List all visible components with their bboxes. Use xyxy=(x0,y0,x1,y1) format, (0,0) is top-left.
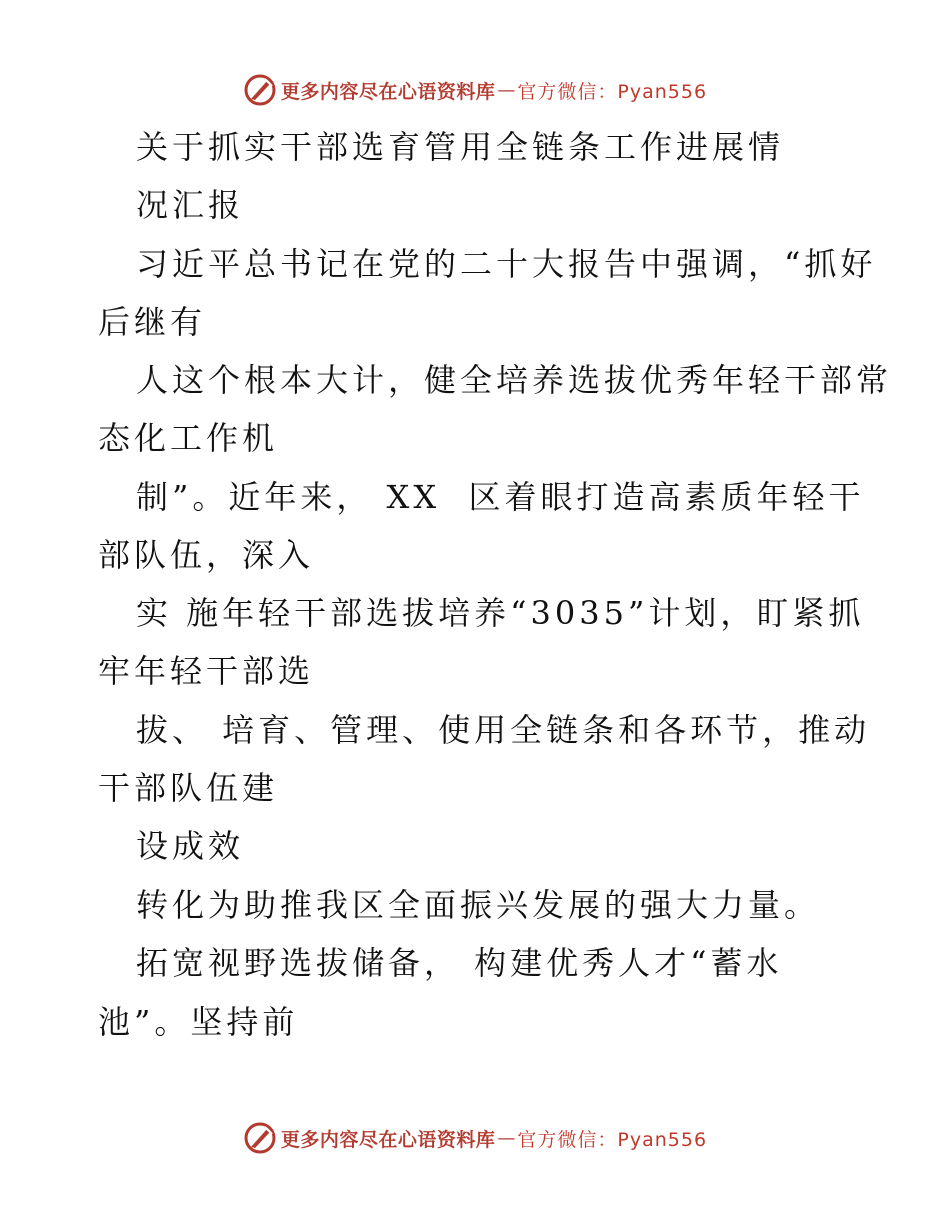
header-separator: — xyxy=(497,79,516,101)
doc-line: 习近平总书记在党的二十大报告中强调，“抓好 xyxy=(136,245,877,283)
doc-line: 实 施年轻干部选拔培养“3035”计划，盯紧抓 xyxy=(136,594,865,632)
doc-title-line-1: 关于抓实干部选育管用全链条工作进展情 xyxy=(136,128,785,166)
footer-separator: — xyxy=(497,1127,516,1149)
footer-watermark-banner xyxy=(0,1118,950,1158)
doc-line: 干部队伍建 xyxy=(98,769,279,807)
doc-title-line-2: 况汇报 xyxy=(136,186,245,224)
header-brand-text: 更多内容尽在心语资料库 xyxy=(280,80,496,103)
doc-line: 后继有 xyxy=(98,303,207,341)
doc-line: 态化工作机 xyxy=(98,419,279,457)
doc-line: 拔、 培育、管理、使用全链条和各环节，推动 xyxy=(136,711,871,749)
header-contact-text: 官方微信：Pyan556 xyxy=(517,80,708,103)
doc-line: 转化为助推我区全面振兴发展的强大力量。 xyxy=(136,886,821,924)
doc-line: 池”。坚持前 xyxy=(98,1003,299,1041)
doc-line: 部队伍，深入 xyxy=(98,536,315,574)
doc-line: 人这个根本大计，健全培养选拔优秀年轻干部常 xyxy=(136,361,893,399)
footer-brand-text: 更多内容尽在心语资料库 xyxy=(280,1128,496,1151)
doc-line: 拓宽视野选拔储备， 构建优秀人才“蓄水 xyxy=(136,944,783,982)
quill-logo-icon xyxy=(243,1121,277,1155)
doc-line: 设成效 xyxy=(136,827,245,865)
footer-contact-text: 官方微信：Pyan556 xyxy=(517,1128,708,1151)
doc-line: 制”。近年来， XX 区着眼打造高素质年轻干 xyxy=(136,478,865,516)
doc-line: 牢年轻干部选 xyxy=(98,652,315,690)
